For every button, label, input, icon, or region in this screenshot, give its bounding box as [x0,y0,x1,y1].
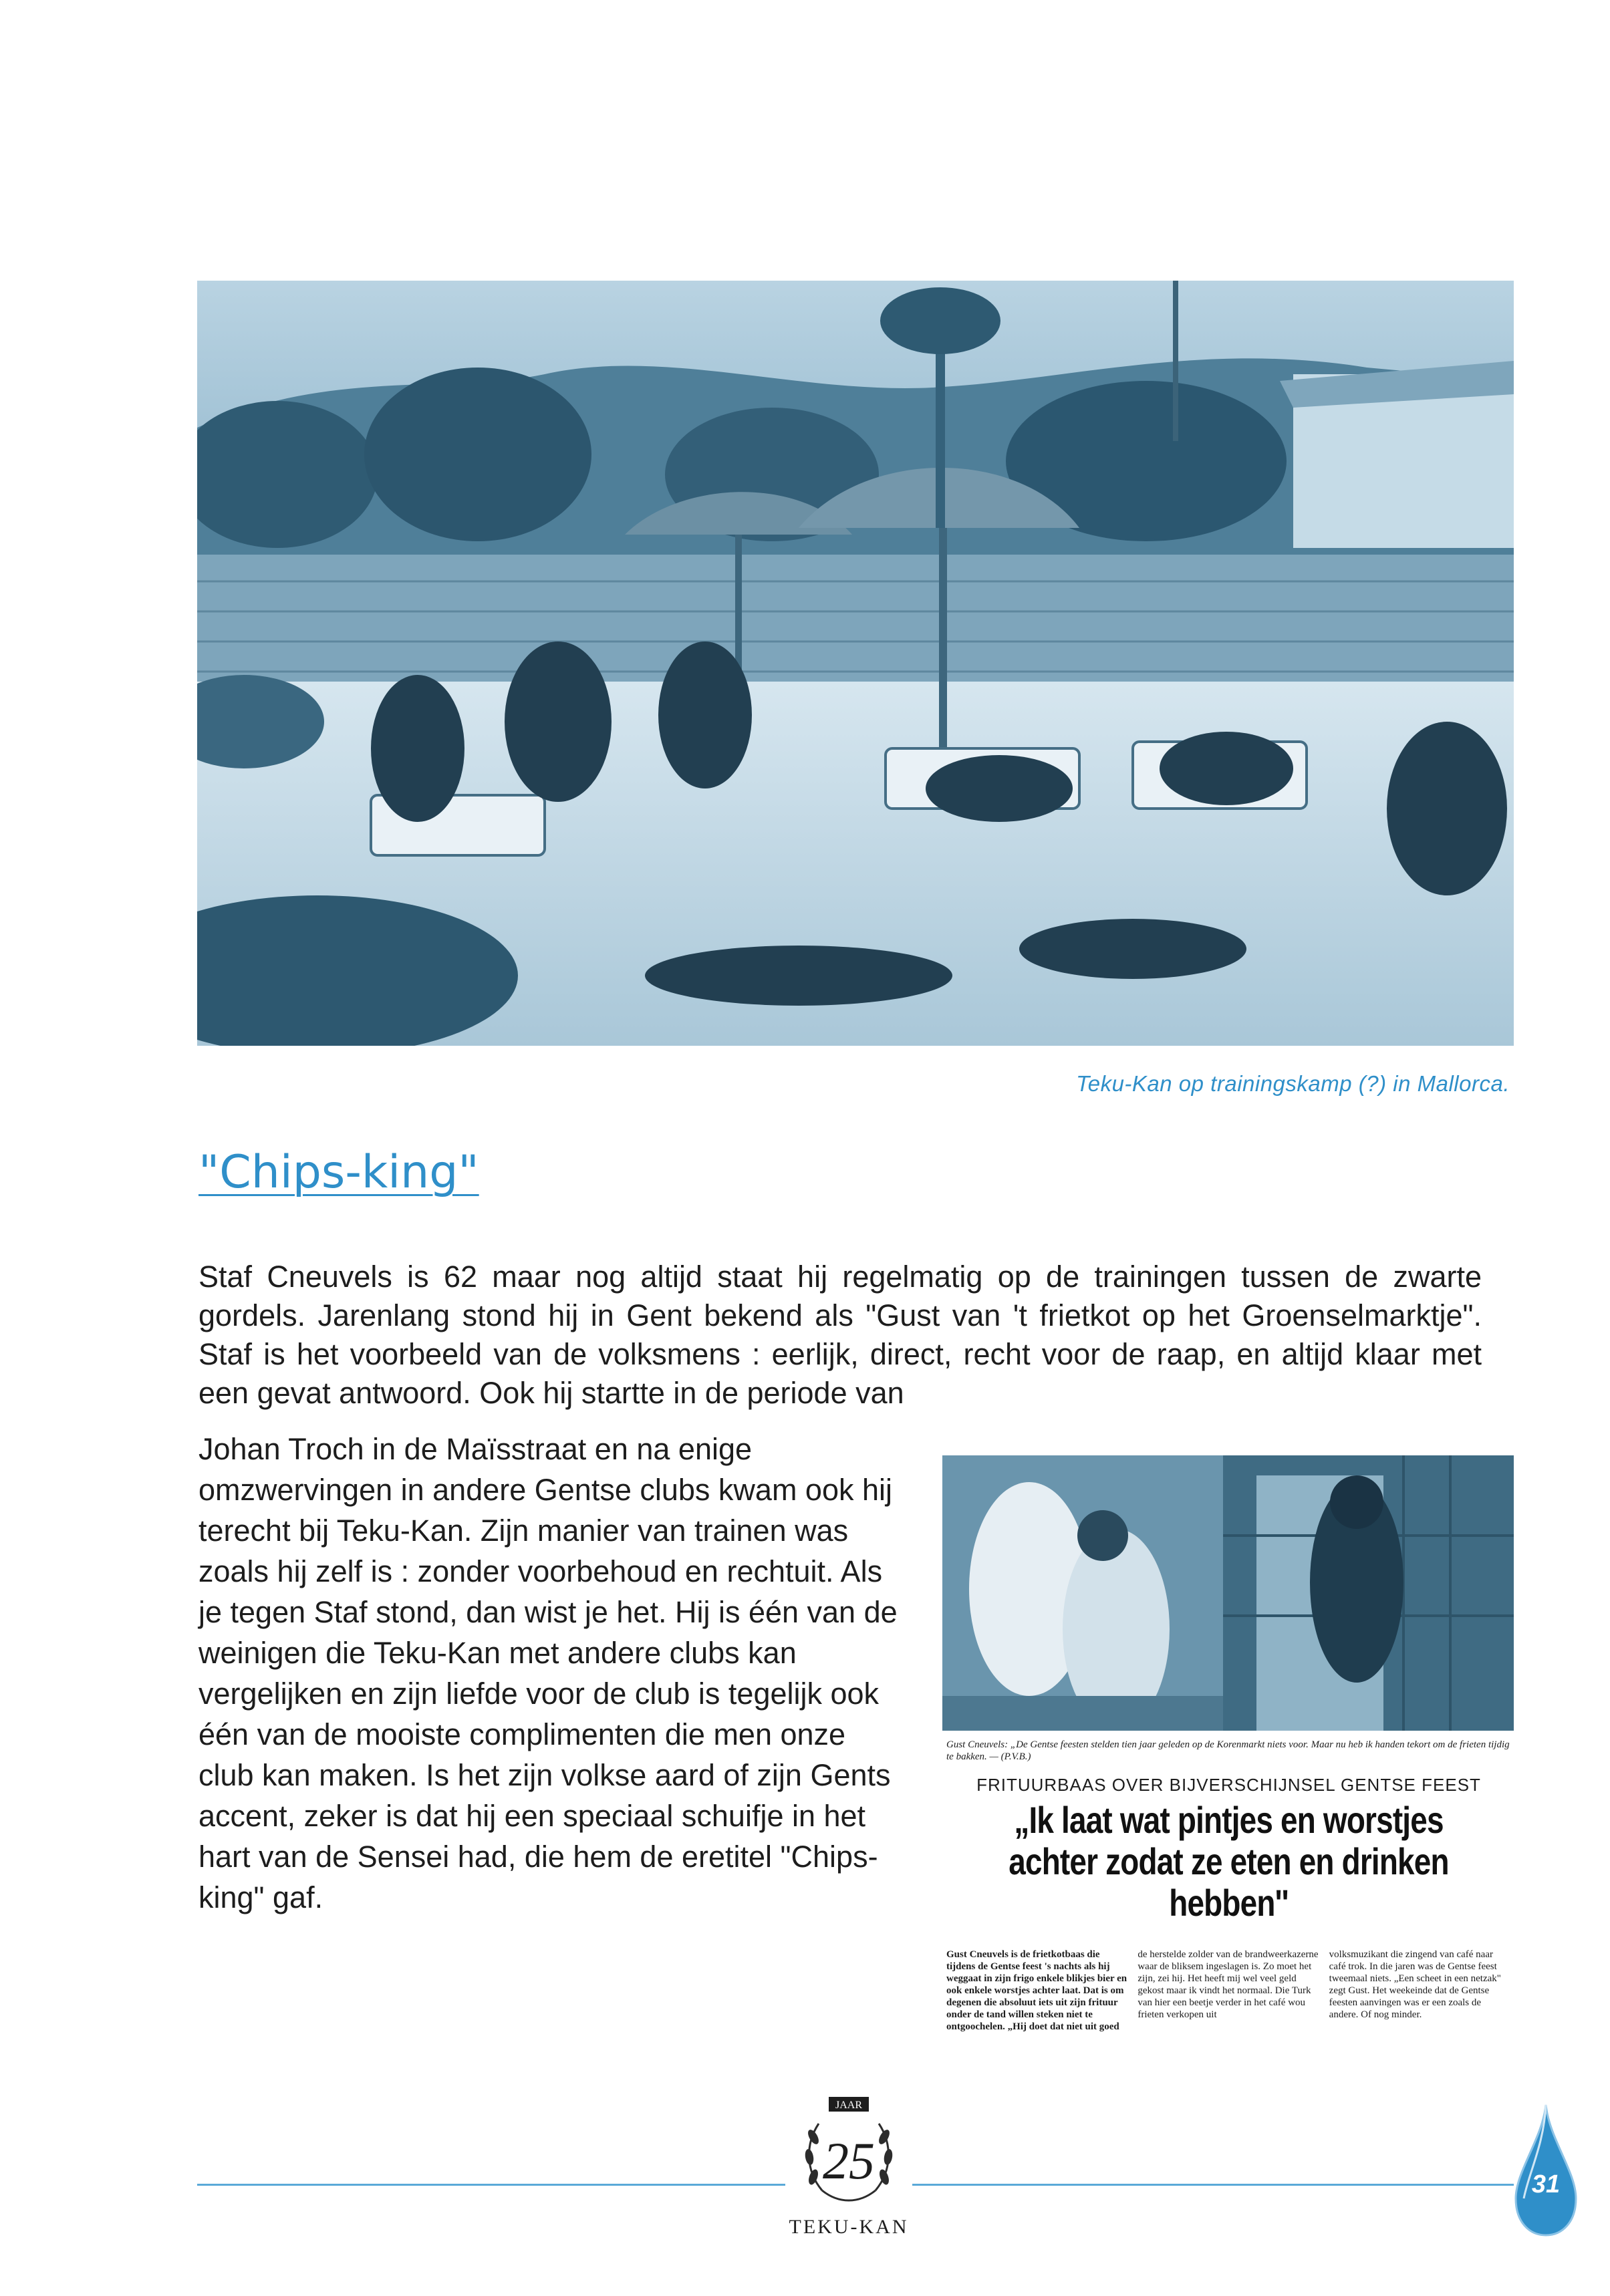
footer-rule-left [197,2184,785,2186]
clipping-headline: „Ik laat wat pintjes en worstjes achter zodat ze eten en drinken hebben'' [1009,1799,1449,1924]
footer-brand: TEKU-KAN [789,2216,909,2238]
photo-caption: Teku-Kan op trainingskamp (?) in Mallorca. [1076,1071,1510,1096]
section-title: "Chips-king" [198,1146,479,1199]
mallorca-photo [197,281,1514,1046]
page-number: 31 [1531,2170,1561,2198]
logo-small-text: JAAR [835,2100,863,2111]
footer-rule-right [912,2184,1514,2186]
anniversary-logo [792,2084,906,2217]
body-paragraph-intro: Staf Cneuvels is 62 maar nog altijd staat hij regelmatig op de trainingen tussen de zwarte gordels. Jarenlang stond hij in Gent bekend als "Gust van 't frietkot op het Groenselmarktje". Staf is het voorbeeld van de volksmens : eerlijk, direct, recht voor de raap, en altijd klaar met een gevat antwoord. Ook hij startte in de periode van [198,1260,1482,1410]
newspaper-clipping [942,1455,1514,2053]
body-paragraph-column: Johan Troch in de Maïsstraat en na enige omzwervingen in andere Gentse clubs kwam ook hij terecht bij Teku-Kan. Zijn manier van trainen was zoals hij zelf is : zonder voorbehoud en rechtuit. Als je tegen Staf stond, dan wist je het. Hij is één van de weinigen die Teku-Kan met andere clubs kan vergelijken en zijn liefde voor de club is tegelijk ook één van de mooiste complimenten die men onze club kan maken. Is het zijn volkse aard of zijn Gents accent, zeker is dat hij een speciaal schuifje in het hart van de Sensei had, die hem de eretitel "Chips-king" gaf. [198,1432,898,1914]
clipping-photo-caption: Gust Cneuvels: „De Gentse feesten stelden tien jaar geleden op de Korenmarkt niets voor. Maar nu heb ik handen tekort om de frieten tijdig te bakken. — (P.V.B.) [946,1739,1510,1762]
clipping-kicker: FRITUURBAAS OVER BIJVERSCHIJNSEL GENTSE FEEST [976,1775,1481,1795]
clipping-body-col2: de herstelde zolder van de brandweerkazerne waar de bliksem ingeslagen is. Zo moet het zijn, zei hij. Het heeft mij wel veel geld gekost maar ik vindt het normaal. Die Turk van hier een beetje verder in het café wou frieten verkopen uit [1137,1949,1319,2020]
clipping-body [946,1949,1511,2053]
clipping-body-col1: Gust Cneuvels is de frietkotbaas die tijdens de Gentse feest 's nachts als hij weggaat in zijn frigo enkele blikjes bier en ook enkele worstjes achter laat. Dat is om degenen die absoluut iets uit zijn frituur onder de tand willen steken niet te ontgoochelen. „Hij doet dat niet uit goed [946,1949,1127,2032]
logo-number: 25 [823,2132,875,2190]
clipping-photo [942,1455,1514,1731]
clipping-body-col3: volksmuzikant die zingend van café naar café trok. In die jaren was de Gentse feest tweemaal niets. „Een scheet in een netzak" zegt Gust. Het weekeinde dat de Gentse feesten aanvingen was er een zoals de andere. Of nog minder. [1329,1949,1501,2020]
